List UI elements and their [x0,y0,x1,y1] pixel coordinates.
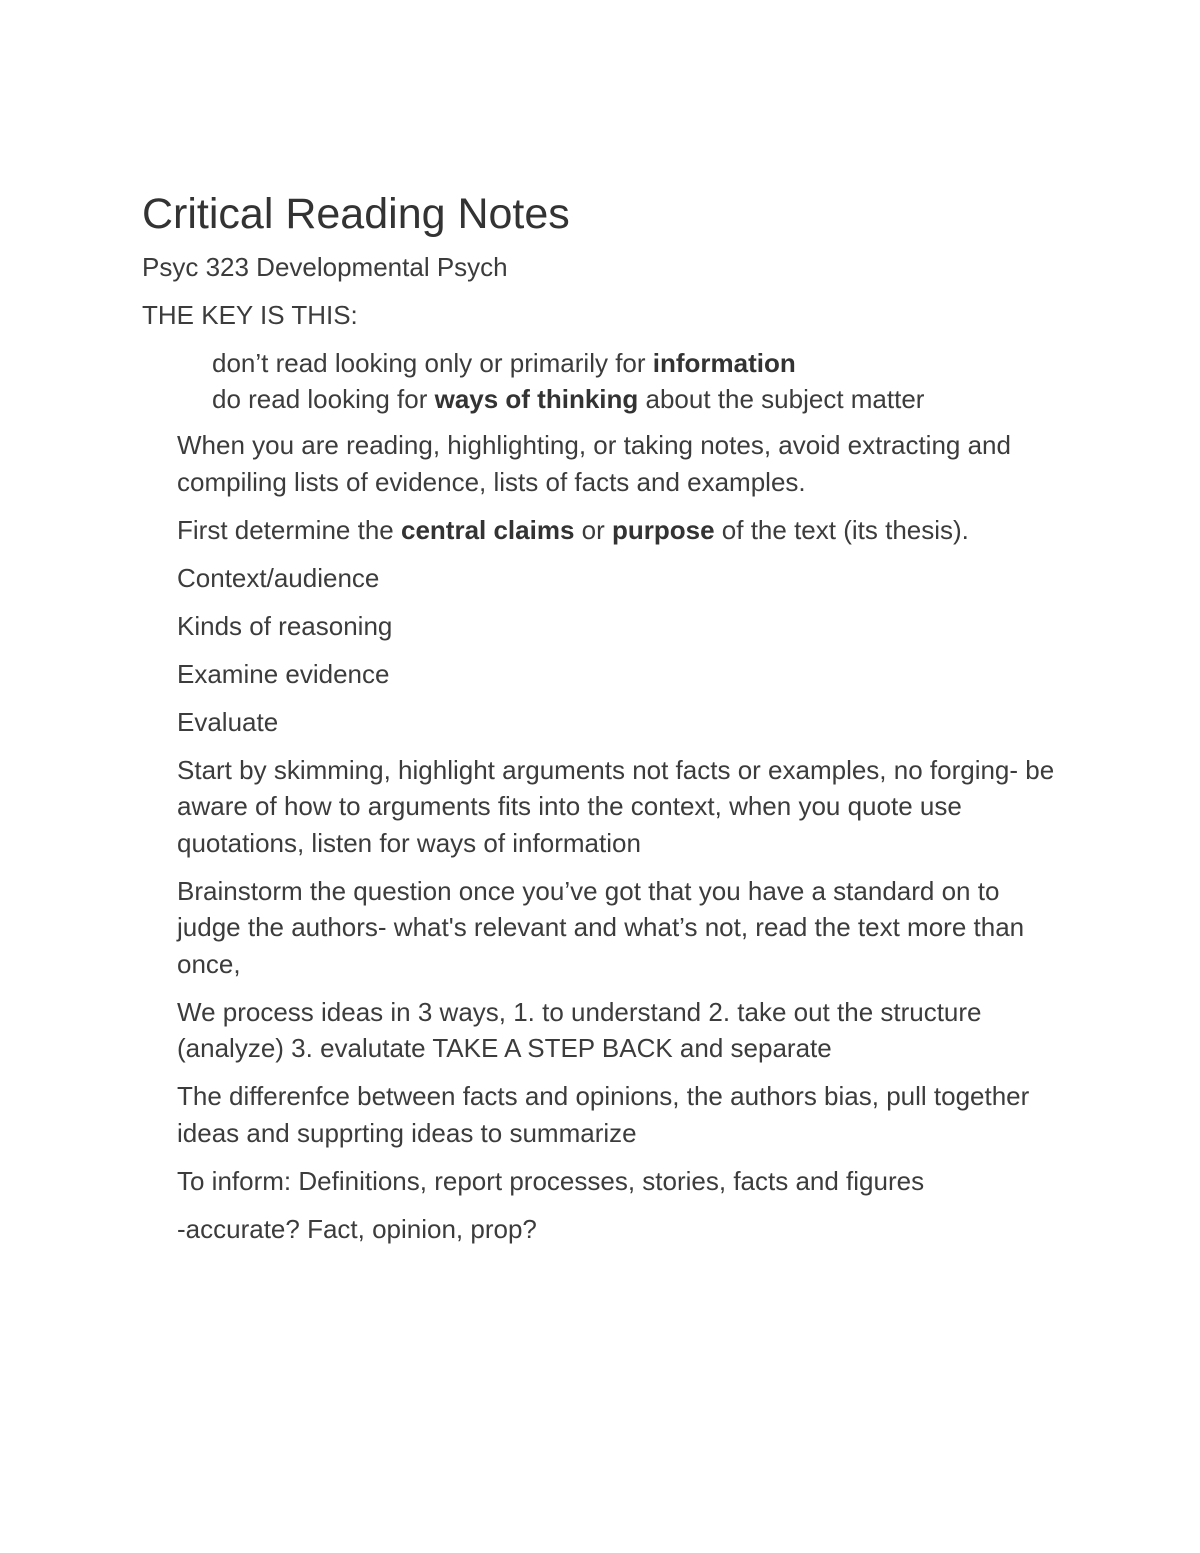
key-line-text: do read looking for [212,384,435,414]
note-paragraph-thesis [177,512,1057,549]
note-bold: central claims [400,514,575,545]
document-body [142,188,1062,1259]
key-heading: THE KEY IS THIS: [142,300,358,330]
key-list [212,345,1062,417]
note-text: or [574,514,612,545]
note-paragraph: Start by skimming, highlight arguments not facts or examples, no forging- be aware of how to arguments fits into the context, when you quote use quotations, listen for ways of information [177,754,1055,858]
note-paragraph: Examine evidence [177,658,390,689]
note-paragraph: Kinds of reasoning [177,610,393,641]
note-paragraph: To inform: Definitions, report processes, stories, facts and figures [177,1165,925,1196]
course-subtitle: Psyc 323 Developmental Psych [142,252,508,282]
note-text: First determine the [177,514,401,545]
note-paragraph: Brainstorm the question once you’ve got that you have a standard on to judge the authors- what's relevant and what’s not, read the text more than once, [177,875,1025,979]
key-line-dont [212,345,1062,381]
key-line-bold: ways of thinking [434,384,639,414]
note-paragraph: The differenfce between facts and opinions, the authors bias, pull together ideas and supprting ideas to summarize [177,1081,1030,1148]
note-bold: purpose [612,514,715,545]
key-line-bold: information [652,348,796,378]
page-title: Critical Reading Notes [142,190,570,238]
key-line-do [212,381,1062,417]
note-paragraph: When you are reading, highlighting, or taking notes, avoid extracting and compiling lists of evidence, lists of facts and examples. [177,430,1011,497]
key-line-text: don’t read looking only or primarily for [212,348,653,378]
note-paragraph: Context/audience [177,562,380,593]
note-paragraph: We process ideas in 3 ways, 1. to understand 2. take out the structure (analyze) 3. evalutate TAKE A STEP BACK and separate [177,996,982,1063]
note-text: of the text (its thesis). [714,514,969,545]
note-paragraph: Evaluate [177,706,279,737]
key-line-text: about the subject matter [638,384,925,414]
note-paragraph: -accurate? Fact, opinion, prop? [177,1213,537,1244]
